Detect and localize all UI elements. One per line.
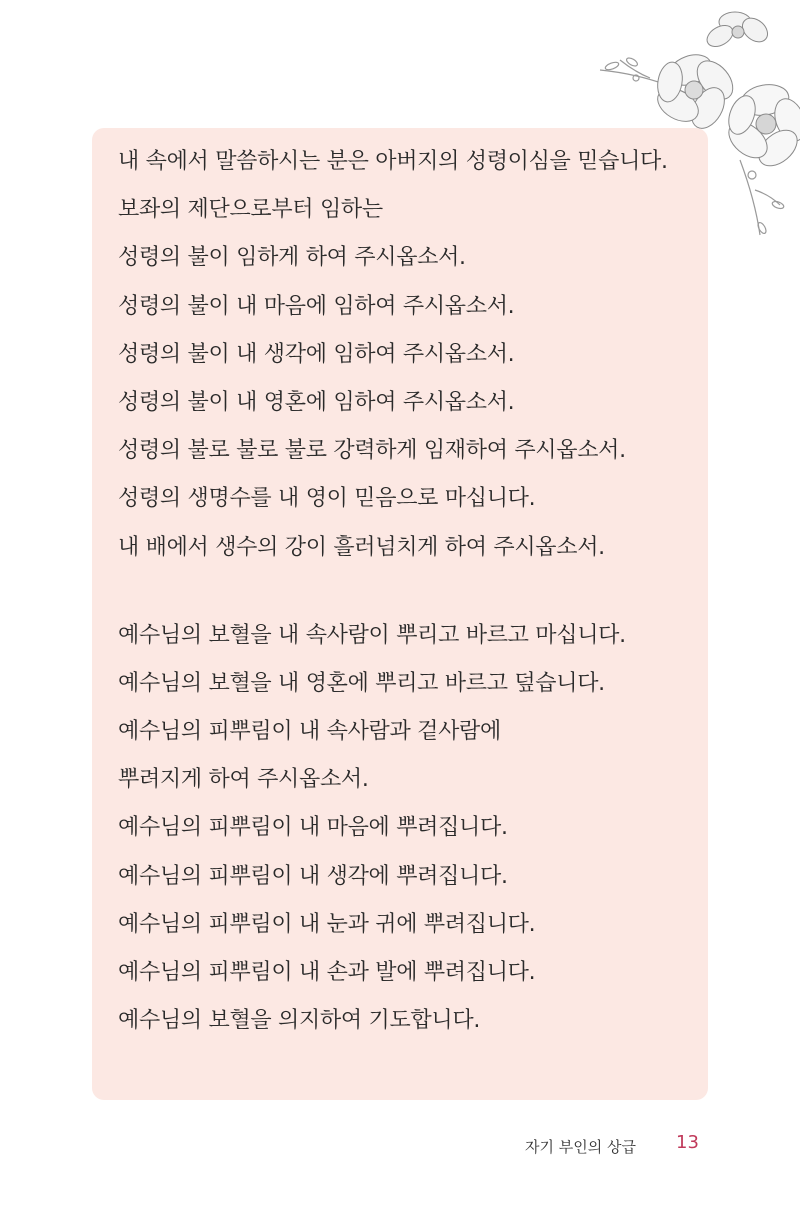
text-line: 성령의 불이 내 생각에 임하여 주시옵소서. (118, 341, 515, 367)
text-line: 예수님의 피뿌림이 내 눈과 귀에 뿌려집니다. (118, 911, 536, 937)
text-line: 예수님의 피뿌림이 내 마음에 뿌려집니다. (118, 815, 508, 841)
text-line: 보좌의 제단으로부터 임하는 (118, 197, 383, 223)
text-line: 성령의 불이 임하게 하여 주시옵소서. (118, 245, 466, 271)
text-line: 예수님의 피뿌림이 내 속사람과 겉사람에 (118, 719, 501, 745)
text-line: 예수님의 보혈을 내 영혼에 뿌리고 바르고 덮습니다. (118, 670, 605, 696)
text-line: 뿌려지게 하여 주시옵소서. (118, 767, 369, 793)
text-line: 성령의 불이 내 마음에 임하여 주시옵소서. (118, 293, 515, 319)
text-line: 예수님의 보혈을 의지하여 기도합니다. (118, 1008, 481, 1034)
text-line: 예수님의 보혈을 내 속사람이 뿌리고 바르고 마십니다. (118, 622, 626, 648)
text-line: 성령의 불로 불로 불로 강력하게 임재하여 주시옵소서. (118, 438, 626, 464)
book-title: 자기 부인의 상급 (525, 1138, 636, 1156)
text-line: 예수님의 피뿌림이 내 생각에 뿌려집니다. (118, 863, 508, 889)
page-footer (0, 1132, 800, 1160)
paragraph-gap (118, 572, 698, 612)
text-line: 내 배에서 생수의 강이 흘러넘치게 하여 주시옵소서. (118, 534, 605, 560)
text-line: 성령의 불이 내 영혼에 임하여 주시옵소서. (118, 389, 515, 415)
text-line: 성령의 생명수를 내 영이 믿음으로 마십니다. (118, 486, 536, 512)
prayer-text (118, 138, 698, 1045)
text-line: 내 속에서 말씀하시는 분은 아버지의 성령이심을 믿습니다. (118, 149, 668, 174)
page-number: 13 (676, 1132, 699, 1153)
text-line: 예수님의 피뿌림이 내 손과 발에 뿌려집니다. (118, 960, 536, 985)
